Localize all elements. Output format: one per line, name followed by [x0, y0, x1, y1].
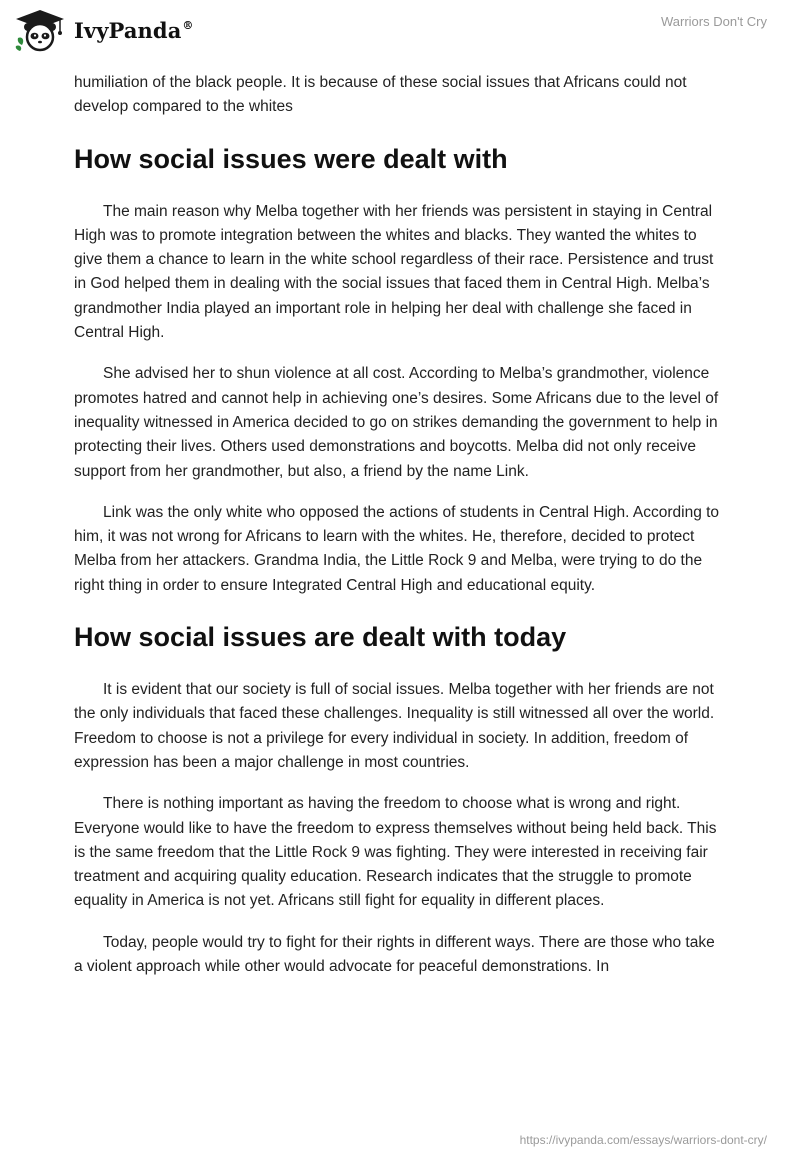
- registered-mark: ®: [182, 18, 194, 32]
- body-paragraph: It is evident that our society is full of social issues. Melba together with her friends are not the only individuals that faced these challenges. Inequality is still witnessed all over the world. Freedom to choose is not a privilege for every individual in society. In addition, freedom of expression has been a major challenge in most countries.: [74, 681, 715, 771]
- section-heading: How social issues are dealt with today: [74, 622, 567, 653]
- section-heading: How social issues were dealt with: [74, 143, 508, 174]
- body-paragraph: Link was the only white who opposed the actions of students in Central High. According to him, it was not wrong for Africans to learn with the whites. He, therefore, decided to protect Melba from her attackers. Grandma India, the Little Rock 9 and Melba, were trying to do the right thing in order to ensure Integrated Central High and educational equity.: [74, 503, 720, 594]
- brand-logo[interactable]: [14, 8, 194, 52]
- essay-content: [74, 71, 726, 996]
- body-paragraph: Today, people would try to fight for their rights in different ways. There are those who take a violent approach while other would advocate for peaceful demonstrations. In: [74, 933, 715, 976]
- panda-graduate-icon: [14, 8, 66, 52]
- body-paragraph: She advised her to shun violence at all cost. According to Melba’s grandmother, violence promotes hatred and cannot help in achieving one’s desires. Some Africans due to the level of inequality witnessed in America decided to go on strikes demanding the government to help in protecting their lives. Others used demonstrations and boycotts. Melba did not only receive support from her grandmother, but also, a friend by the name Link.: [74, 365, 719, 480]
- brand-name: IvyPanda®: [74, 17, 194, 43]
- body-paragraph: The main reason why Melba together with her friends was persistent in staying in Central High was to promote integration between the whites and blacks. They wanted the whites to give them a chance to learn in the white school regardless of their race. Persistence and trust in God helped them in dealing with the social issues that faced them in Central High. Melba’s grandmother India played an important role in helping her deal with challenge she faced in Central High.: [74, 202, 714, 342]
- document-title: Warriors Don't Cry: [660, 14, 767, 29]
- source-url[interactable]: https://ivypanda.com/essays/warriors-dont-cry/: [519, 1133, 767, 1147]
- body-paragraph: There is nothing important as having the freedom to choose what is wrong and right. Everyone would like to have the freedom to express themselves without being held back. This is the same freedom that the Little Rock 9 was fighting. They were interested in receiving fair treatment and acquiring quality education. Research indicates that the struggle to promote equality in America is not yet. Africans still fight for equality in different places.: [74, 795, 717, 910]
- page-header: [0, 0, 800, 72]
- intro-paragraph: humiliation of the black people. It is because of these social issues that Africans could not develop compared to the whites: [74, 74, 687, 116]
